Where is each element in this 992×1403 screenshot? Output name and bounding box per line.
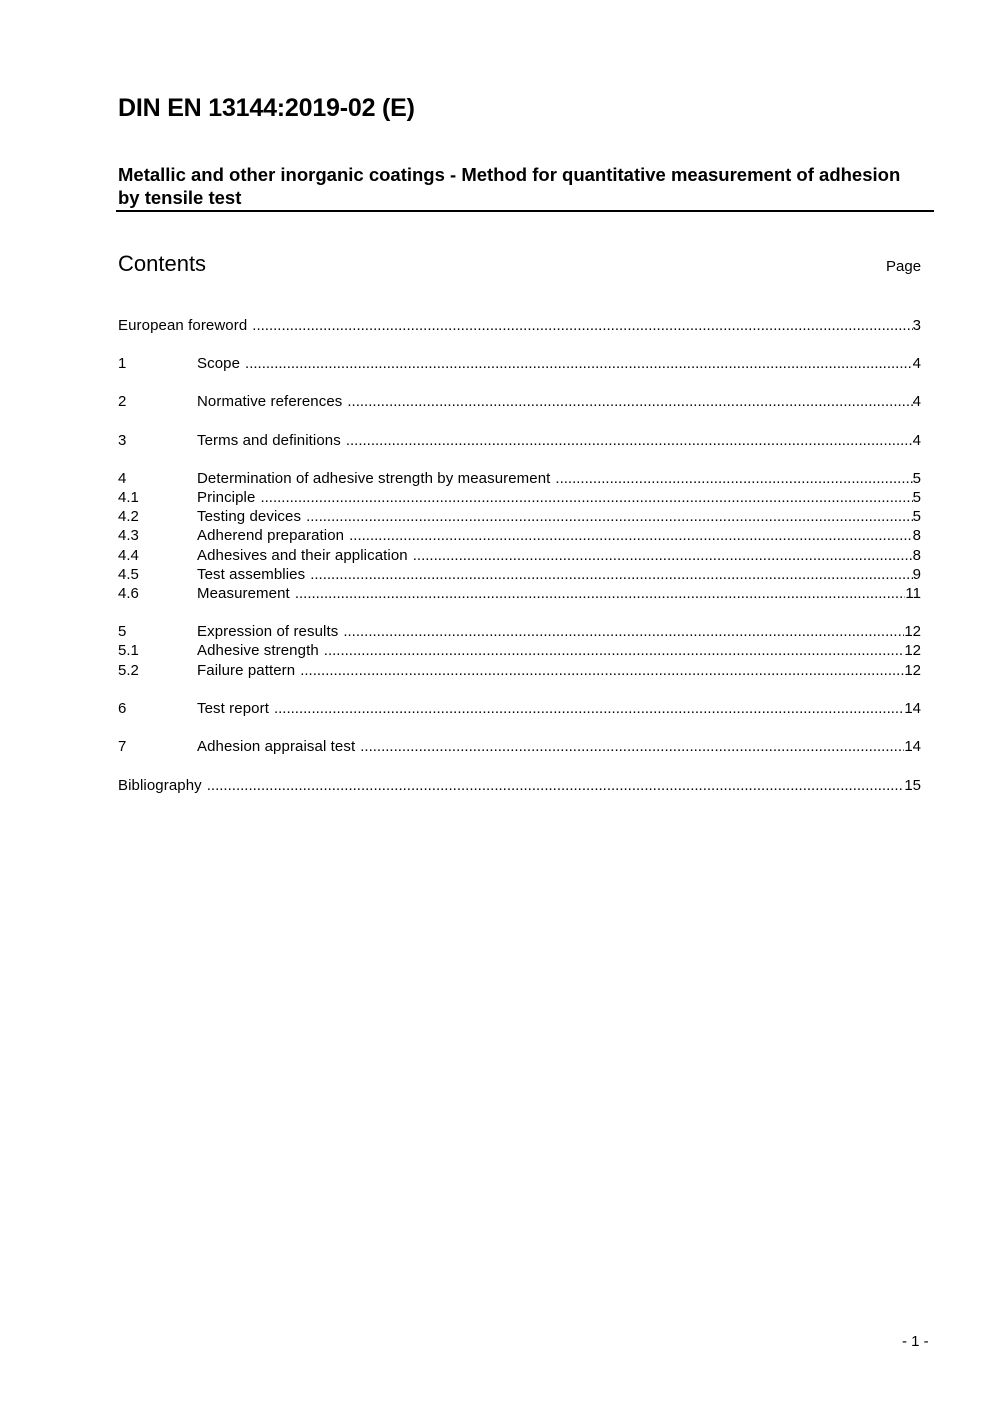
- toc-entry-page: 12: [904, 662, 921, 679]
- dot-leader: [306, 507, 913, 526]
- toc-entry-number: 3: [118, 432, 127, 449]
- toc-entry-label: Terms and definitions: [197, 432, 341, 449]
- toc-entry-page: 12: [904, 642, 921, 659]
- dot-leader: [245, 354, 913, 373]
- toc-entry-number: 5.2: [118, 662, 139, 679]
- page-number: - 1 -: [902, 1333, 929, 1350]
- dot-leader: [349, 526, 913, 545]
- toc-entry-label: Test assemblies: [197, 566, 306, 583]
- toc-entry-page: 8: [912, 527, 921, 544]
- document-id: DIN EN 13144:2019-02 (E): [118, 94, 415, 122]
- toc-entry-page: 4: [912, 432, 921, 449]
- toc-entry-failure-pattern[interactable]: [118, 661, 921, 680]
- title-rule: [116, 210, 934, 212]
- toc-entry-label: Test report: [197, 700, 269, 717]
- dot-leader: [300, 661, 904, 680]
- document-title: Metallic and other inorganic coatings - Method for quantitative measurement of adhesion by tensile test: [118, 164, 901, 208]
- toc-entry-number: 5: [118, 623, 127, 640]
- toc-entry-page: 5: [912, 489, 921, 506]
- toc-entry-normative-references[interactable]: [118, 392, 921, 411]
- toc-entry-number: 1: [118, 355, 127, 372]
- toc-entry-page: 4: [912, 355, 921, 372]
- toc-entry-label: Adherend preparation: [197, 527, 345, 544]
- toc-entry-foreword[interactable]: [118, 316, 921, 335]
- toc-entry-number: 4.4: [118, 547, 139, 564]
- toc-entry-page: 3: [912, 317, 921, 334]
- dot-leader: [360, 737, 904, 756]
- page-column-heading: Page: [886, 258, 922, 275]
- toc-entry-label: Testing devices: [197, 508, 302, 525]
- toc-entry-measurement[interactable]: [118, 584, 921, 603]
- toc-entry-label: Bibliography: [118, 777, 202, 794]
- dot-leader: [346, 431, 913, 450]
- toc-entry-testing-devices[interactable]: [118, 507, 921, 526]
- toc-entry-adhesion-appraisal-test[interactable]: [118, 737, 921, 756]
- dot-leader: [252, 316, 912, 335]
- toc-entry-page: 14: [904, 738, 921, 755]
- toc-entry-page: 5: [912, 470, 921, 487]
- contents-heading: Contents: [118, 251, 207, 276]
- dot-leader: [413, 546, 913, 565]
- toc-entry-adherend-preparation[interactable]: [118, 526, 921, 545]
- toc-entry-page: 5: [912, 508, 921, 525]
- toc-entry-bibliography[interactable]: [118, 776, 921, 795]
- toc-entry-number: 7: [118, 738, 127, 755]
- toc-entry-expression-of-results[interactable]: [118, 622, 921, 641]
- dot-leader: [324, 641, 905, 660]
- toc-entry-number: 4.5: [118, 566, 139, 583]
- dot-leader: [207, 776, 905, 795]
- toc-entry-number: 4.6: [118, 585, 139, 602]
- toc-entry-page: 12: [904, 623, 921, 640]
- toc-entry-label: Expression of results: [197, 623, 339, 640]
- toc-entry-number: 4.3: [118, 527, 139, 544]
- toc-entry-label: Adhesives and their application: [197, 547, 408, 564]
- toc-entry-page: 4: [912, 393, 921, 410]
- toc-entry-label: Failure pattern: [197, 662, 296, 679]
- toc-entry-test-assemblies[interactable]: [118, 565, 921, 584]
- toc-entry-number: 6: [118, 700, 127, 717]
- dot-leader: [274, 699, 904, 718]
- dot-leader: [343, 622, 904, 641]
- toc-entry-scope[interactable]: [118, 354, 921, 373]
- toc-entry-page: 15: [904, 777, 921, 794]
- dot-leader: [310, 565, 912, 584]
- toc-entry-label: Scope: [197, 355, 241, 372]
- toc-entry-terms-and-definitions[interactable]: [118, 431, 921, 450]
- toc-entry-page: 11: [905, 585, 921, 602]
- dot-leader: [347, 392, 912, 411]
- dot-leader: [260, 488, 912, 507]
- toc-entry-number: 2: [118, 393, 127, 410]
- toc-entry-adhesives[interactable]: [118, 546, 921, 565]
- toc-entry-label: European foreword: [118, 317, 248, 334]
- toc-entry-principle[interactable]: [118, 488, 921, 507]
- toc-entry-adhesive-strength[interactable]: [118, 641, 921, 660]
- toc-entry-page: 8: [912, 547, 921, 564]
- toc-entry-label: Measurement: [197, 585, 290, 602]
- toc-entry-test-report[interactable]: [118, 699, 921, 718]
- dot-leader: [555, 469, 912, 488]
- toc-entry-label: Determination of adhesive strength by measurement: [197, 470, 551, 487]
- dot-leader: [295, 584, 906, 603]
- toc-entry-label: Normative references: [197, 393, 343, 410]
- toc-entry-page: 9: [912, 566, 921, 583]
- toc-entry-label: Adhesive strength: [197, 642, 319, 659]
- toc-entry-number: 4.2: [118, 508, 139, 525]
- toc-entry-number: 4.1: [118, 489, 139, 506]
- toc-entry-label: Principle: [197, 489, 256, 506]
- toc-entry-page: 14: [904, 700, 921, 717]
- toc-entry-label: Adhesion appraisal test: [197, 738, 356, 755]
- toc-entry-number: 4: [118, 470, 127, 487]
- toc-entry-number: 5.1: [118, 642, 139, 659]
- toc-entry-determination[interactable]: [118, 469, 921, 488]
